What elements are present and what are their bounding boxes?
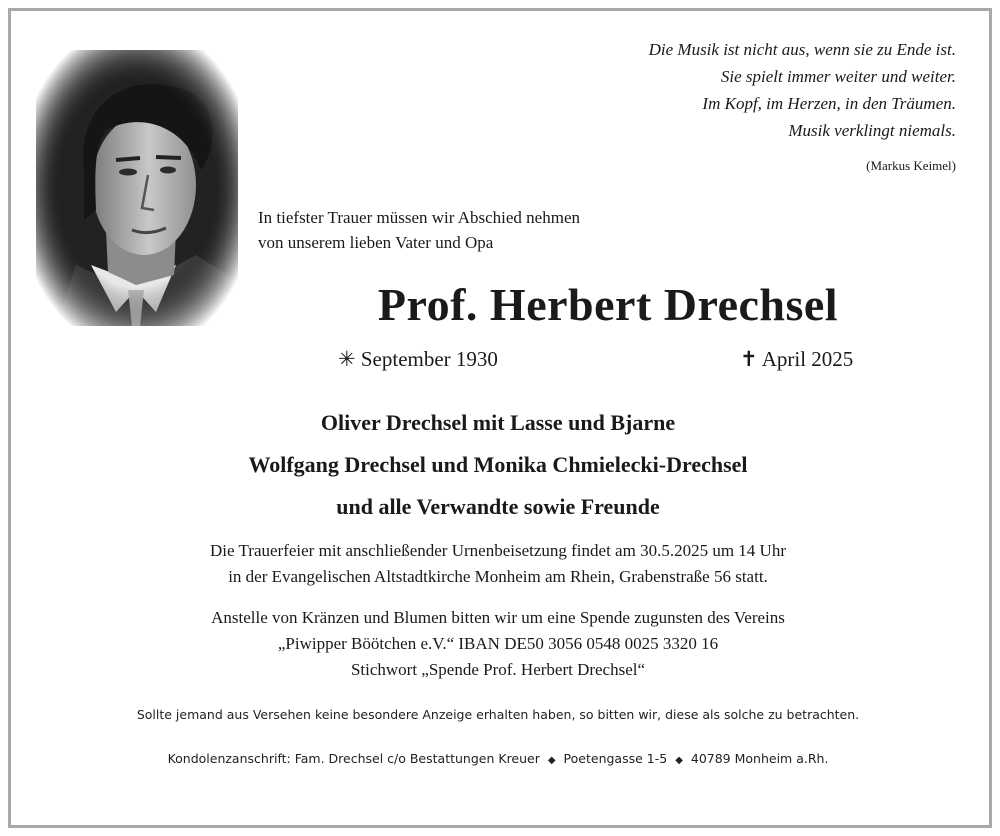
mourners-list	[30, 402, 966, 528]
condolence-address	[30, 751, 966, 766]
donation-line: „Piwipper Böötchen e.V.“ IBAN DE50 3056 0548 0025 3320 16	[277, 634, 719, 653]
diamond-separator-icon: ◆	[675, 755, 683, 766]
mourner-line: Wolfgang Drechsel und Monika Chmielecki-Drechsel	[248, 452, 748, 477]
donation-info	[30, 605, 966, 683]
intro-line: von unserem lieben Vater und Opa	[258, 233, 494, 252]
quote-line: Im Kopf, im Herzen, in den Träumen.	[702, 94, 956, 113]
donation-line: Stichwort „Spende Prof. Herbert Drechsel“	[350, 660, 646, 679]
deceased-name: Prof. Herbert Drechsel	[377, 279, 839, 330]
death-date-text: April 2025	[761, 347, 854, 371]
address-part: 40789 Monheim a.Rh.	[690, 751, 829, 766]
address-part: Poetengasse 1-5	[563, 751, 668, 766]
mourner-line: Oliver Drechsel mit Lasse und Bjarne	[320, 410, 676, 435]
portrait-photo	[36, 50, 238, 326]
funeral-info	[30, 538, 966, 590]
mourner-line: und alle Verwandte sowie Freunde	[336, 494, 660, 519]
portrait-illustration	[36, 50, 238, 326]
birth-star-icon: ✳	[338, 347, 356, 371]
diamond-separator-icon: ◆	[547, 755, 556, 766]
address-part: Kondolenzanschrift: Fam. Drechsel c/o Bestattungen Kreuer	[167, 751, 540, 766]
birth-date	[338, 347, 498, 372]
quote-author: (Markus Keimel)	[866, 158, 956, 173]
cross-icon: ✝	[740, 347, 758, 371]
quote-line: Sie spielt immer weiter und weiter.	[720, 67, 956, 86]
death-date	[740, 347, 853, 372]
birth-date-text: September 1930	[360, 347, 498, 371]
intro-text	[258, 205, 758, 255]
quote-line: Musik verklingt niemals.	[788, 121, 956, 140]
quote-line: Die Musik ist nicht aus, wenn sie zu Ende ist.	[648, 40, 956, 59]
intro-line: In tiefster Trauer müssen wir Abschied nehmen	[258, 208, 580, 227]
memorial-quote	[496, 36, 956, 144]
funeral-line: in der Evangelischen Altstadtkirche Monheim am Rhein, Grabenstraße 56 statt.	[228, 567, 768, 586]
donation-line: Anstelle von Kränzen und Blumen bitten wir um eine Spende zugunsten des Vereins	[211, 608, 785, 627]
notice-text: Sollte jemand aus Versehen keine besondere Anzeige erhalten haben, so bitten wir, diese als solche zu betrachten.	[136, 707, 860, 722]
funeral-line: Die Trauerfeier mit anschließender Urnenbeisetzung findet am 30.5.2025 um 14 Uhr	[210, 541, 786, 560]
